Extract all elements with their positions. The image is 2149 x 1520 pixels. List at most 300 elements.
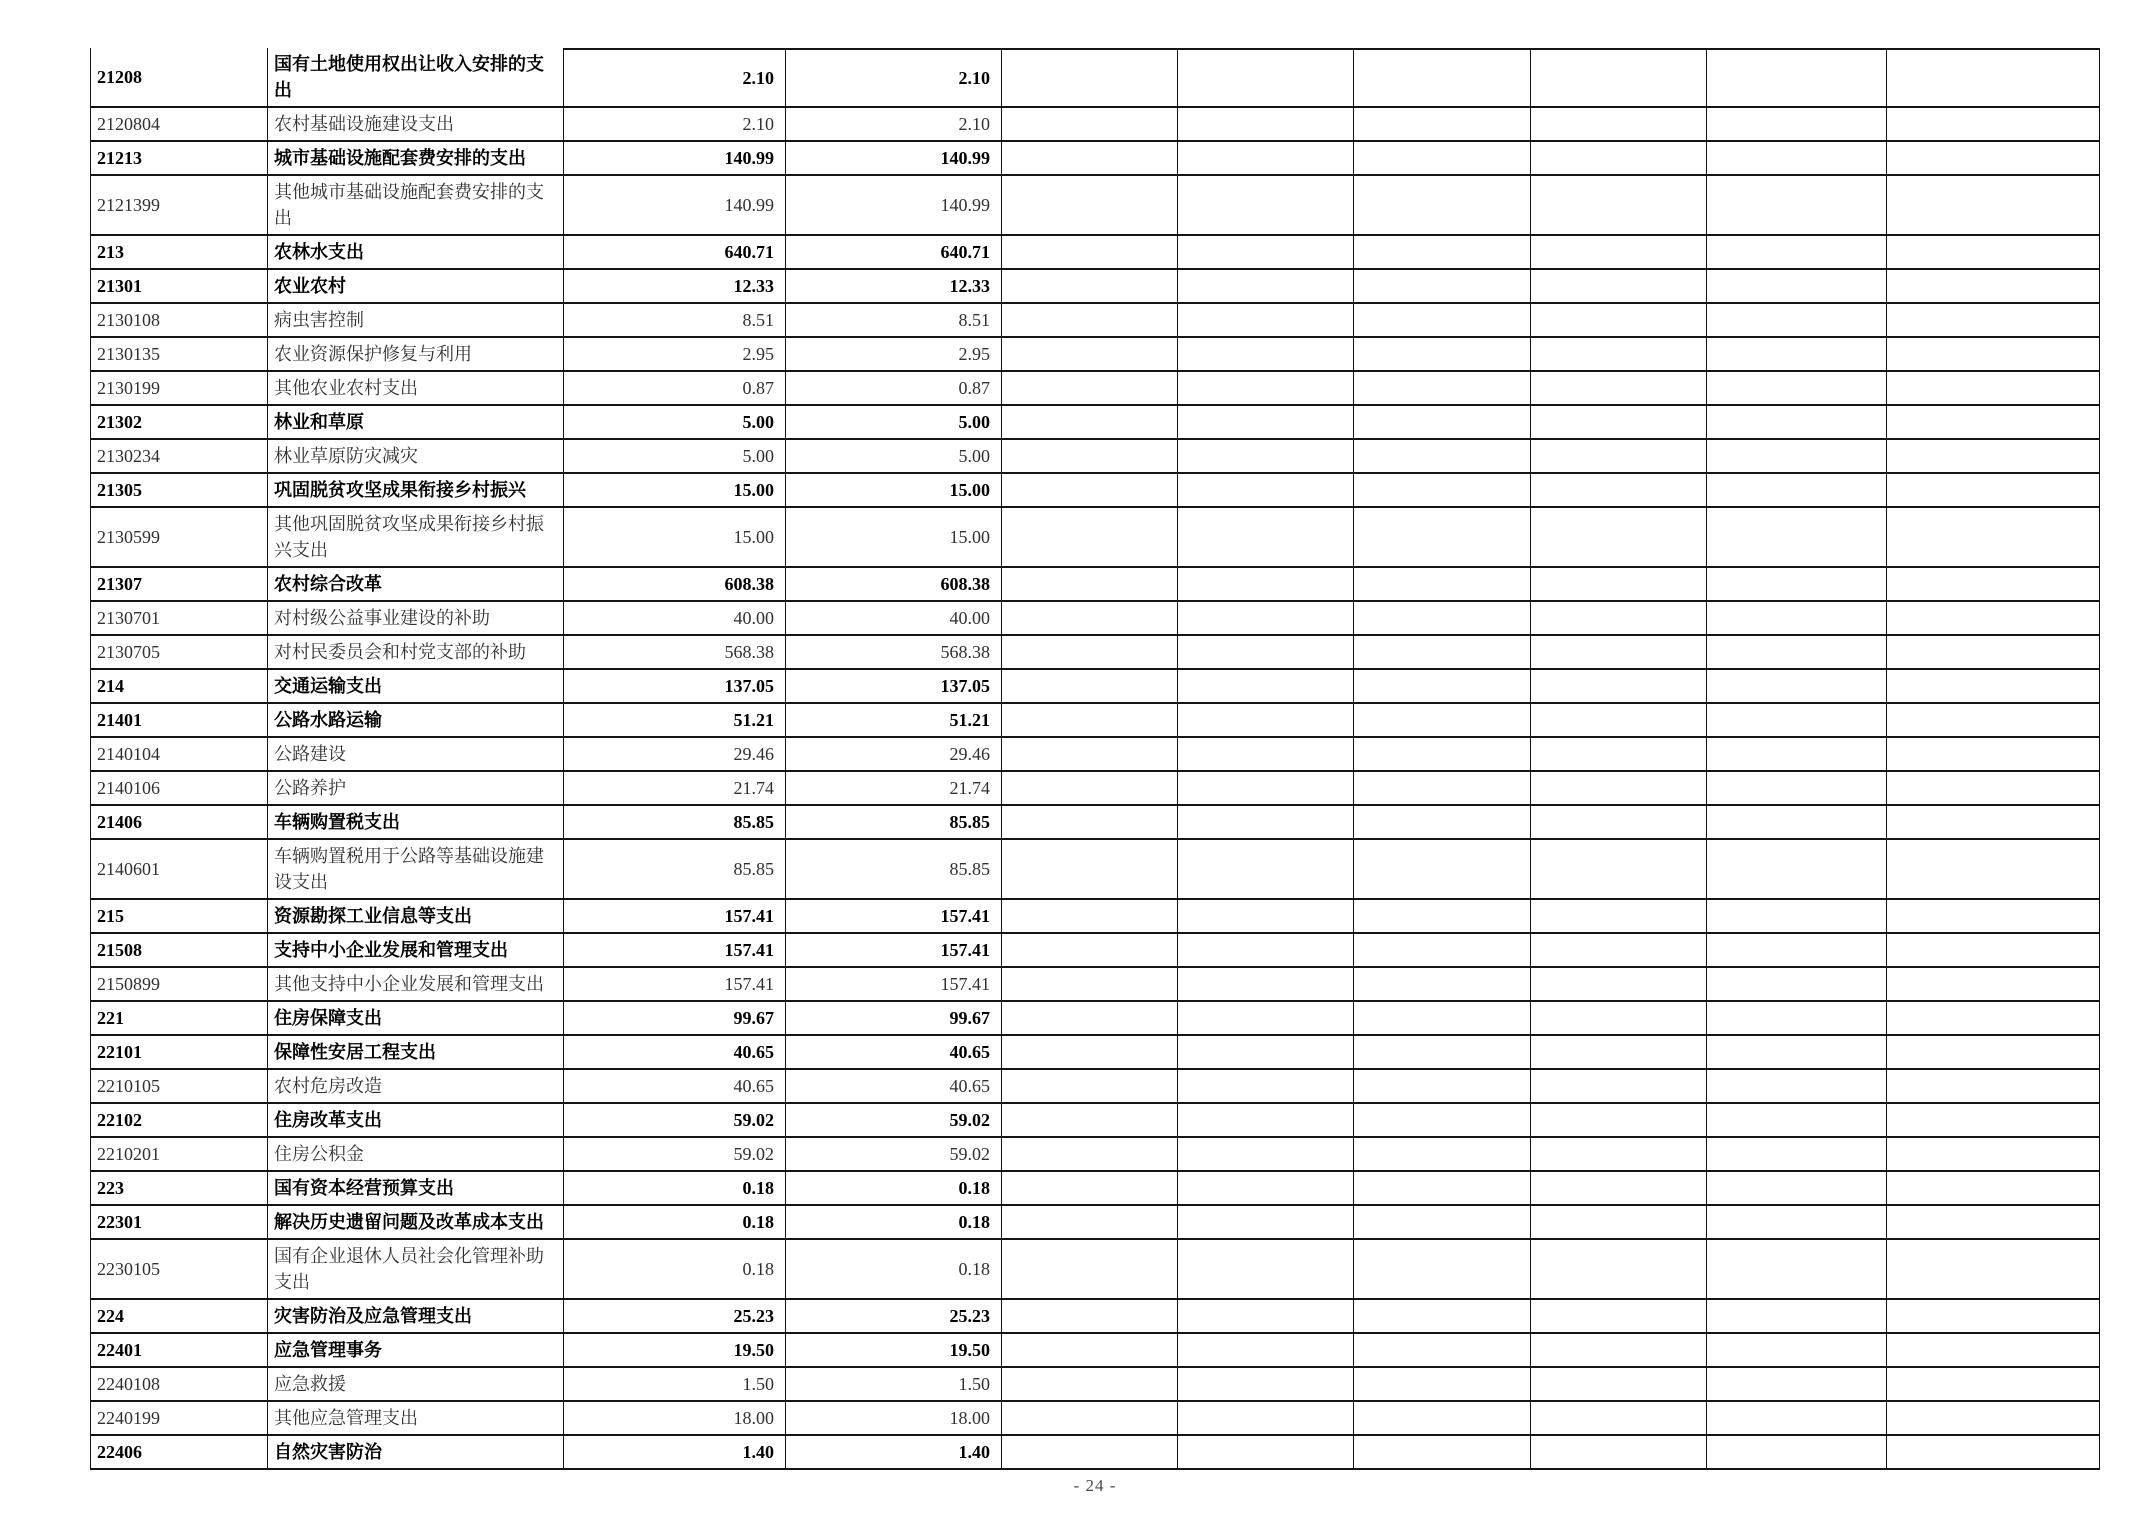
table-row: [90, 602, 2100, 636]
item-name-cell: 巩固脱贫攻坚成果衔接乡村振兴: [268, 474, 564, 508]
amount-cell-2: 0.18: [786, 1172, 1002, 1206]
empty-cell: [1887, 738, 2100, 772]
code-cell: 21305: [90, 474, 268, 508]
empty-cell: [1707, 176, 1887, 236]
empty-cell: [1354, 704, 1531, 738]
table-row: [90, 1070, 2100, 1104]
amount-cell-2: 2.10: [786, 48, 1002, 108]
empty-cell: [1707, 1206, 1887, 1240]
empty-cell: [1002, 406, 1178, 440]
empty-cell: [1354, 48, 1531, 108]
amount-cell-1: 2.10: [564, 48, 786, 108]
amount-cell-1: 40.65: [564, 1070, 786, 1104]
code-cell: 224: [90, 1300, 268, 1334]
empty-cell: [1531, 772, 1707, 806]
empty-cell: [1354, 1240, 1531, 1300]
empty-cell: [1002, 1240, 1178, 1300]
code-cell: 2150899: [90, 968, 268, 1002]
empty-cell: [1354, 176, 1531, 236]
empty-cell: [1354, 1436, 1531, 1470]
empty-cell: [1002, 372, 1178, 406]
empty-cell: [1531, 508, 1707, 568]
table-row: [90, 236, 2100, 270]
empty-cell: [1178, 1300, 1354, 1334]
empty-cell: [1178, 1334, 1354, 1368]
code-cell: 2240199: [90, 1402, 268, 1436]
empty-cell: [1531, 568, 1707, 602]
empty-cell: [1178, 772, 1354, 806]
code-cell: 2130234: [90, 440, 268, 474]
empty-cell: [1531, 176, 1707, 236]
empty-cell: [1354, 840, 1531, 900]
empty-cell: [1887, 48, 2100, 108]
empty-cell: [1707, 1104, 1887, 1138]
table-row: [90, 670, 2100, 704]
empty-cell: [1531, 636, 1707, 670]
table-row: [90, 636, 2100, 670]
table-row: [90, 142, 2100, 176]
amount-cell-1: 140.99: [564, 176, 786, 236]
amount-cell-1: 640.71: [564, 236, 786, 270]
amount-cell-2: 8.51: [786, 304, 1002, 338]
empty-cell: [1178, 338, 1354, 372]
amount-cell-2: 0.18: [786, 1240, 1002, 1300]
item-name-cell: 农业资源保护修复与利用: [268, 338, 564, 372]
amount-cell-2: 640.71: [786, 236, 1002, 270]
code-cell: 21302: [90, 406, 268, 440]
empty-cell: [1707, 270, 1887, 304]
empty-cell: [1707, 636, 1887, 670]
empty-cell: [1354, 270, 1531, 304]
empty-cell: [1887, 772, 2100, 806]
amount-cell-2: 12.33: [786, 270, 1002, 304]
amount-cell-1: 1.40: [564, 1436, 786, 1470]
empty-cell: [1887, 474, 2100, 508]
table-row: [90, 900, 2100, 934]
code-cell: 21401: [90, 704, 268, 738]
empty-cell: [1178, 968, 1354, 1002]
empty-cell: [1178, 670, 1354, 704]
empty-cell: [1887, 636, 2100, 670]
empty-cell: [1002, 568, 1178, 602]
table-row: [90, 508, 2100, 568]
empty-cell: [1531, 1138, 1707, 1172]
empty-cell: [1531, 806, 1707, 840]
empty-cell: [1354, 108, 1531, 142]
empty-cell: [1178, 372, 1354, 406]
empty-cell: [1354, 670, 1531, 704]
table-row: [90, 474, 2100, 508]
empty-cell: [1707, 406, 1887, 440]
empty-cell: [1707, 1402, 1887, 1436]
empty-cell: [1002, 1334, 1178, 1368]
empty-cell: [1887, 1070, 2100, 1104]
item-name-cell: 公路水路运输: [268, 704, 564, 738]
empty-cell: [1887, 840, 2100, 900]
empty-cell: [1887, 1104, 2100, 1138]
amount-cell-1: 0.87: [564, 372, 786, 406]
empty-cell: [1531, 704, 1707, 738]
amount-cell-2: 85.85: [786, 840, 1002, 900]
empty-cell: [1887, 304, 2100, 338]
code-cell: 214: [90, 670, 268, 704]
code-cell: 2130108: [90, 304, 268, 338]
empty-cell: [1531, 406, 1707, 440]
code-cell: 223: [90, 1172, 268, 1206]
empty-cell: [1178, 934, 1354, 968]
empty-cell: [1002, 840, 1178, 900]
empty-cell: [1707, 1070, 1887, 1104]
empty-cell: [1531, 1436, 1707, 1470]
table-row: [90, 1334, 2100, 1368]
item-name-cell: 农村危房改造: [268, 1070, 564, 1104]
empty-cell: [1178, 1402, 1354, 1436]
empty-cell: [1002, 1172, 1178, 1206]
code-cell: 21301: [90, 270, 268, 304]
empty-cell: [1002, 772, 1178, 806]
amount-cell-2: 25.23: [786, 1300, 1002, 1334]
empty-cell: [1178, 568, 1354, 602]
item-name-cell: 住房改革支出: [268, 1104, 564, 1138]
item-name-cell: 国有土地使用权出让收入安排的支出: [268, 48, 564, 108]
empty-cell: [1178, 806, 1354, 840]
empty-cell: [1531, 1206, 1707, 1240]
amount-cell-2: 2.95: [786, 338, 1002, 372]
empty-cell: [1707, 1172, 1887, 1206]
item-name-cell: 其他城市基础设施配套费安排的支出: [268, 176, 564, 236]
empty-cell: [1887, 704, 2100, 738]
amount-cell-2: 608.38: [786, 568, 1002, 602]
amount-cell-1: 59.02: [564, 1104, 786, 1138]
empty-cell: [1707, 806, 1887, 840]
empty-cell: [1707, 968, 1887, 1002]
table-row: [90, 1402, 2100, 1436]
table-row: [90, 304, 2100, 338]
empty-cell: [1531, 1368, 1707, 1402]
table-row: [90, 1138, 2100, 1172]
item-name-cell: 农村基础设施建设支出: [268, 108, 564, 142]
empty-cell: [1887, 440, 2100, 474]
empty-cell: [1531, 1036, 1707, 1070]
amount-cell-1: 15.00: [564, 474, 786, 508]
empty-cell: [1707, 338, 1887, 372]
amount-cell-2: 157.41: [786, 900, 1002, 934]
code-cell: 2130599: [90, 508, 268, 568]
empty-cell: [1887, 1138, 2100, 1172]
empty-cell: [1002, 1070, 1178, 1104]
code-cell: 215: [90, 900, 268, 934]
item-name-cell: 交通运输支出: [268, 670, 564, 704]
empty-cell: [1002, 1138, 1178, 1172]
table-row: [90, 48, 2100, 108]
empty-cell: [1707, 1334, 1887, 1368]
empty-cell: [1887, 934, 2100, 968]
code-cell: 2130199: [90, 372, 268, 406]
code-cell: 22401: [90, 1334, 268, 1368]
empty-cell: [1887, 1300, 2100, 1334]
empty-cell: [1531, 670, 1707, 704]
amount-cell-1: 85.85: [564, 806, 786, 840]
amount-cell-2: 5.00: [786, 440, 1002, 474]
item-name-cell: 其他支持中小企业发展和管理支出: [268, 968, 564, 1002]
empty-cell: [1531, 338, 1707, 372]
empty-cell: [1178, 48, 1354, 108]
empty-cell: [1178, 840, 1354, 900]
amount-cell-1: 0.18: [564, 1240, 786, 1300]
table-row: [90, 108, 2100, 142]
empty-cell: [1178, 304, 1354, 338]
item-name-cell: 自然灾害防治: [268, 1436, 564, 1470]
amount-cell-2: 15.00: [786, 474, 1002, 508]
item-name-cell: 城市基础设施配套费安排的支出: [268, 142, 564, 176]
amount-cell-2: 29.46: [786, 738, 1002, 772]
empty-cell: [1531, 1070, 1707, 1104]
empty-cell: [1707, 1300, 1887, 1334]
empty-cell: [1178, 236, 1354, 270]
empty-cell: [1002, 474, 1178, 508]
empty-cell: [1002, 738, 1178, 772]
code-cell: 2140104: [90, 738, 268, 772]
empty-cell: [1354, 406, 1531, 440]
empty-cell: [1354, 1402, 1531, 1436]
item-name-cell: 农林水支出: [268, 236, 564, 270]
empty-cell: [1707, 1002, 1887, 1036]
amount-cell-1: 99.67: [564, 1002, 786, 1036]
empty-cell: [1707, 670, 1887, 704]
code-cell: 2120804: [90, 108, 268, 142]
budget-table-body: [90, 48, 2100, 1470]
code-cell: 22301: [90, 1206, 268, 1240]
table-row: [90, 738, 2100, 772]
item-name-cell: 国有资本经营预算支出: [268, 1172, 564, 1206]
empty-cell: [1531, 934, 1707, 968]
item-name-cell: 住房公积金: [268, 1138, 564, 1172]
code-cell: 22102: [90, 1104, 268, 1138]
empty-cell: [1354, 1334, 1531, 1368]
empty-cell: [1531, 270, 1707, 304]
empty-cell: [1707, 372, 1887, 406]
table-row: [90, 1436, 2100, 1470]
empty-cell: [1531, 1240, 1707, 1300]
empty-cell: [1707, 1138, 1887, 1172]
empty-cell: [1354, 1172, 1531, 1206]
empty-cell: [1354, 1300, 1531, 1334]
item-name-cell: 车辆购置税支出: [268, 806, 564, 840]
empty-cell: [1531, 474, 1707, 508]
code-cell: 213: [90, 236, 268, 270]
empty-cell: [1887, 1172, 2100, 1206]
empty-cell: [1354, 968, 1531, 1002]
empty-cell: [1002, 236, 1178, 270]
table-row: [90, 806, 2100, 840]
budget-table: [90, 48, 2100, 1470]
item-name-cell: 支持中小企业发展和管理支出: [268, 934, 564, 968]
empty-cell: [1354, 602, 1531, 636]
code-cell: 21213: [90, 142, 268, 176]
amount-cell-1: 40.65: [564, 1036, 786, 1070]
empty-cell: [1531, 236, 1707, 270]
empty-cell: [1354, 1036, 1531, 1070]
empty-cell: [1707, 1436, 1887, 1470]
item-name-cell: 国有企业退休人员社会化管理补助支出: [268, 1240, 564, 1300]
item-name-cell: 应急管理事务: [268, 1334, 564, 1368]
table-row: [90, 1368, 2100, 1402]
table-row: [90, 176, 2100, 236]
empty-cell: [1178, 636, 1354, 670]
item-name-cell: 对村民委员会和村党支部的补助: [268, 636, 564, 670]
code-cell: 2130705: [90, 636, 268, 670]
amount-cell-1: 157.41: [564, 900, 786, 934]
amount-cell-1: 59.02: [564, 1138, 786, 1172]
empty-cell: [1531, 48, 1707, 108]
code-cell: 2140106: [90, 772, 268, 806]
empty-cell: [1178, 602, 1354, 636]
empty-cell: [1354, 508, 1531, 568]
empty-cell: [1002, 108, 1178, 142]
empty-cell: [1887, 406, 2100, 440]
amount-cell-2: 0.87: [786, 372, 1002, 406]
empty-cell: [1178, 1002, 1354, 1036]
amount-cell-1: 5.00: [564, 440, 786, 474]
amount-cell-2: 99.67: [786, 1002, 1002, 1036]
empty-cell: [1887, 1240, 2100, 1300]
code-cell: 21307: [90, 568, 268, 602]
empty-cell: [1887, 372, 2100, 406]
empty-cell: [1531, 1172, 1707, 1206]
item-name-cell: 资源勘探工业信息等支出: [268, 900, 564, 934]
empty-cell: [1002, 1206, 1178, 1240]
empty-cell: [1178, 176, 1354, 236]
table-row: [90, 934, 2100, 968]
empty-cell: [1707, 772, 1887, 806]
empty-cell: [1887, 900, 2100, 934]
item-name-cell: 其他应急管理支出: [268, 1402, 564, 1436]
code-cell: 2230105: [90, 1240, 268, 1300]
empty-cell: [1178, 1368, 1354, 1402]
empty-cell: [1354, 772, 1531, 806]
empty-cell: [1178, 440, 1354, 474]
empty-cell: [1002, 1402, 1178, 1436]
amount-cell-1: 5.00: [564, 406, 786, 440]
empty-cell: [1178, 142, 1354, 176]
empty-cell: [1002, 1002, 1178, 1036]
code-cell: 2210201: [90, 1138, 268, 1172]
empty-cell: [1707, 568, 1887, 602]
empty-cell: [1707, 1240, 1887, 1300]
empty-cell: [1178, 1436, 1354, 1470]
empty-cell: [1354, 636, 1531, 670]
table-row: [90, 772, 2100, 806]
empty-cell: [1002, 934, 1178, 968]
amount-cell-2: 85.85: [786, 806, 1002, 840]
empty-cell: [1531, 440, 1707, 474]
table-row: [90, 1002, 2100, 1036]
empty-cell: [1707, 840, 1887, 900]
amount-cell-2: 59.02: [786, 1138, 1002, 1172]
amount-cell-1: 157.41: [564, 968, 786, 1002]
empty-cell: [1002, 968, 1178, 1002]
empty-cell: [1531, 968, 1707, 1002]
empty-cell: [1354, 806, 1531, 840]
item-name-cell: 其他巩固脱贫攻坚成果衔接乡村振兴支出: [268, 508, 564, 568]
empty-cell: [1531, 304, 1707, 338]
empty-cell: [1178, 704, 1354, 738]
empty-cell: [1707, 108, 1887, 142]
empty-cell: [1178, 1240, 1354, 1300]
amount-cell-2: 140.99: [786, 176, 1002, 236]
empty-cell: [1178, 1206, 1354, 1240]
empty-cell: [1178, 406, 1354, 440]
empty-cell: [1178, 1070, 1354, 1104]
amount-cell-2: 51.21: [786, 704, 1002, 738]
empty-cell: [1354, 338, 1531, 372]
table-row: [90, 1172, 2100, 1206]
code-cell: 221: [90, 1002, 268, 1036]
code-cell: 2240108: [90, 1368, 268, 1402]
item-name-cell: 车辆购置税用于公路等基础设施建设支出: [268, 840, 564, 900]
amount-cell-2: 19.50: [786, 1334, 1002, 1368]
empty-cell: [1887, 1002, 2100, 1036]
empty-cell: [1887, 1436, 2100, 1470]
empty-cell: [1887, 1334, 2100, 1368]
empty-cell: [1002, 1300, 1178, 1334]
empty-cell: [1887, 236, 2100, 270]
amount-cell-1: 137.05: [564, 670, 786, 704]
empty-cell: [1887, 508, 2100, 568]
table-row: [90, 840, 2100, 900]
amount-cell-2: 568.38: [786, 636, 1002, 670]
empty-cell: [1354, 236, 1531, 270]
empty-cell: [1002, 806, 1178, 840]
empty-cell: [1354, 1368, 1531, 1402]
item-name-cell: 应急救援: [268, 1368, 564, 1402]
empty-cell: [1002, 704, 1178, 738]
empty-cell: [1531, 1402, 1707, 1436]
empty-cell: [1887, 1368, 2100, 1402]
empty-cell: [1887, 1402, 2100, 1436]
code-cell: 22101: [90, 1036, 268, 1070]
amount-cell-2: 40.65: [786, 1036, 1002, 1070]
empty-cell: [1002, 440, 1178, 474]
empty-cell: [1707, 934, 1887, 968]
code-cell: 2140601: [90, 840, 268, 900]
amount-cell-2: 40.65: [786, 1070, 1002, 1104]
empty-cell: [1707, 440, 1887, 474]
amount-cell-1: 0.18: [564, 1172, 786, 1206]
empty-cell: [1354, 304, 1531, 338]
amount-cell-2: 137.05: [786, 670, 1002, 704]
empty-cell: [1887, 1206, 2100, 1240]
empty-cell: [1002, 48, 1178, 108]
item-name-cell: 林业草原防灾减灾: [268, 440, 564, 474]
empty-cell: [1002, 142, 1178, 176]
empty-cell: [1531, 142, 1707, 176]
empty-cell: [1002, 1436, 1178, 1470]
code-cell: 2210105: [90, 1070, 268, 1104]
empty-cell: [1887, 806, 2100, 840]
amount-cell-2: 157.41: [786, 934, 1002, 968]
amount-cell-1: 2.10: [564, 108, 786, 142]
empty-cell: [1354, 934, 1531, 968]
amount-cell-2: 1.40: [786, 1436, 1002, 1470]
code-cell: 2121399: [90, 176, 268, 236]
empty-cell: [1531, 108, 1707, 142]
empty-cell: [1707, 704, 1887, 738]
empty-cell: [1354, 900, 1531, 934]
empty-cell: [1354, 1206, 1531, 1240]
empty-cell: [1531, 738, 1707, 772]
empty-cell: [1354, 1070, 1531, 1104]
